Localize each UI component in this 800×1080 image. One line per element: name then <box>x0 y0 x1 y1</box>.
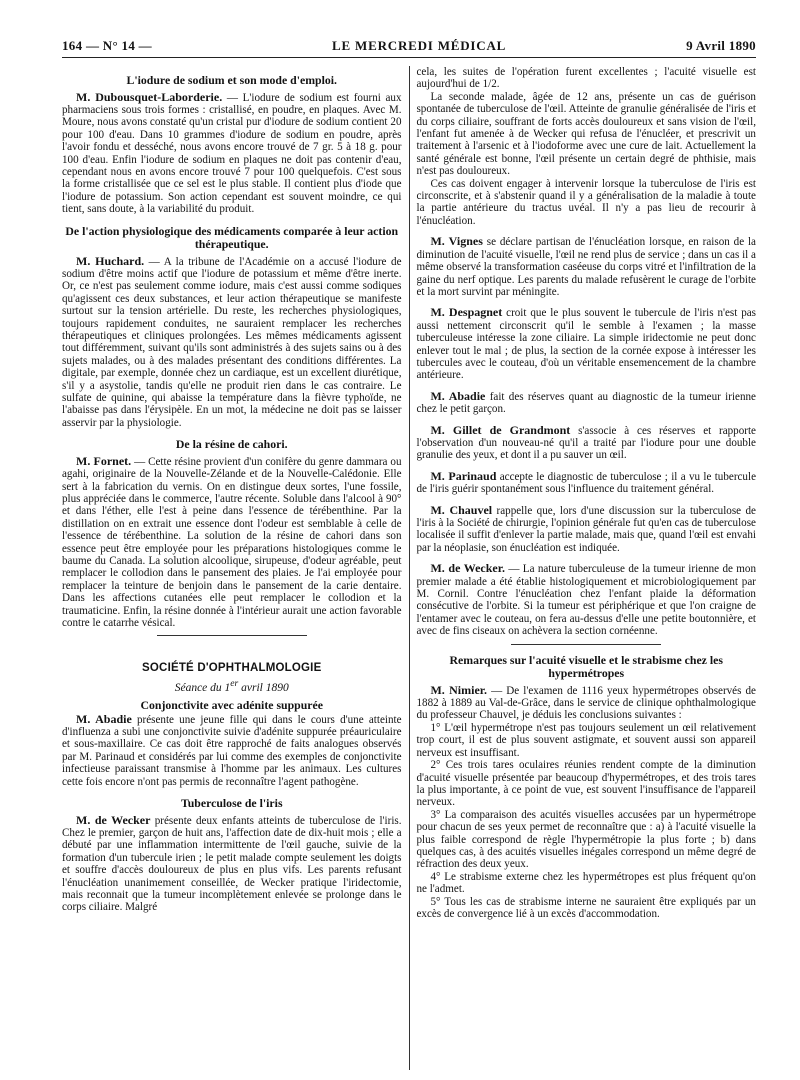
page-header <box>62 38 756 58</box>
speaker-name: M. Nimier. <box>430 682 488 697</box>
speaker-name: M. Despagnet <box>430 305 503 320</box>
paragraph-text: s'associe à ces réserves et rapporte l'observation d'un nouveau-né qu'il a traité par l'iodure pour une double granulie des yeux, et dont il a pu sauver un œil. <box>416 424 756 462</box>
two-column-body <box>62 66 756 1070</box>
section-divider <box>511 644 661 645</box>
paragraph-despagnet <box>416 306 756 381</box>
paragraph-tuberculose <box>62 814 402 914</box>
journal-page <box>62 38 756 1070</box>
journal-title: LE MERCREDI MÉDICAL <box>332 38 507 53</box>
conclusion-4: 4° Le strabisme externe chez les hypermétropes est plus fréquent qu'on ne l'admet. <box>416 870 756 896</box>
paragraph-text: présente une jeune fille qui dans le cours d'une atteinte d'influenza a subi une conjonctivite suivie d'adénite suppurée préauriculaire et sous-maxillaire. Ce cas doit être rapproché de faits analogues observés par M. Parinaud et considérés par lui comme des exemples de conjonctivite infectieuse paraissant transmise à l'homme par les animaux. Les cultures cette fois encore n'ont pas permis de reconnaître l'agent pathogène. <box>62 713 402 788</box>
speaker-name: M. Gillet de Grandmont <box>430 422 571 437</box>
paragraph-text: présente deux enfants atteints de tuberculose de l'iris. Chez le premier, garçon de huit ans, l'affection date de dix-huit mois ; elle a débuté par une inflammation intermittente de l'œil gauche, suivie de la formation d'un tubercule irien ; le petit malade compte seulement les doigts et souffre d'accès douloureux de plus en plus vifs. Les parents refusant l'énucléation unanimement conseillée, de Wecker pratique l'iridectomie, mais reconnait que la tumeur incomplètement enlevée se prolonge dans le corps ciliaire. Malgré <box>62 814 402 914</box>
paragraph-parinaud <box>416 470 756 496</box>
paragraph-chauvel <box>416 504 756 555</box>
issue-date: 9 Avril 1890 <box>686 38 756 53</box>
article-title-conjonctivite: Conjonctivite avec adénite suppurée <box>140 698 323 713</box>
conclusion-1: 1° L'œil hypermétrope n'est pas toujours seulement un œil relativement trop court, il est de plus souvent astigmate, et souvent aussi son appareil nerveux est insuffisant. <box>416 721 756 759</box>
paragraph-text: croit que le plus souvent le tubercule de l'iris n'est pas aussi nettement circonscrit qu'il le semble à l'examen ; la masse tuberculeuse intéresse la zone ciliaire. La simple iridectomie ne peut donc enlever tout le mal ; de plus, la section de la cornée expose à intéresser les tubercules avec le couteau, d'où un véritable ensemencement de la chambre antérieure. <box>416 307 756 382</box>
speaker-name: M. Abadie <box>76 711 132 726</box>
session-date-prefix: Séance du 1 <box>174 681 231 694</box>
right-column <box>412 66 756 1070</box>
paragraph-wecker <box>416 562 756 637</box>
speaker-name: M. Huchard. <box>76 253 145 268</box>
paragraph-conjonctivite <box>62 713 402 788</box>
paragraph-abadie <box>416 390 756 416</box>
society-heading: SOCIÉTÉ D'OPHTHALMOLOGIE <box>142 662 322 675</box>
speaker-name: M. de Wecker <box>76 812 151 827</box>
article-title-cahori: De la résine de cahori. <box>175 437 288 452</box>
paragraph-cahori <box>62 455 402 630</box>
speaker-name: M. de Wecker. <box>430 561 505 576</box>
page-number: 164 — N° 14 — <box>62 38 152 53</box>
column-rule <box>409 66 410 1070</box>
section-divider <box>157 635 307 636</box>
paragraph-text: — La nature tuberculeuse de la tumeur irienne de mon premier malade a été établie histologiquement et microbiologiquement par M. Cornil. Contre l'énucléation chez l'enfant plaide la déformation consécutive de l'orbite. Si la tumeur est périphérique et que l'on craigne de l'entamer avec le couteau, on fera au-dessus d'elle une petite boutonnière, et avec de fins ciseaux on achèvera la section cornéenne. <box>416 563 756 638</box>
session-date-suffix: avril 1890 <box>238 681 289 694</box>
paragraph-text: — L'iodure de sodium est fourni aux pharmaciens sous trois formes : cristallisé, en poudre, en plaques. Avec M. Moure, nous avons constaté qu'un cristal pur d'iodure de sodium contient 20 pour 100 d'eau. Dans 10 grammes d'iodure de sodium en poudre, après l'avoir fondu et desséché, nous avons encore trouvé de 7 gr. 5 à 18 g. pour 100 d'eau. Enfin l'iodure de sodium en plaques ne doit pas contenir d'eau, cependant nous en avons encore trouvé 7 pour 100 quelquefois. C'est sous la forme cristallisée que ce sel est le plus stable. Il contient plus d'iode que l'iodure de potassium. Son action cependant est souvent moindre, ce qui tient, sans doute, à la variabilité du produit. <box>62 91 402 216</box>
paragraph-text: — De l'examen de 1116 yeux hypermétropes observés de 1882 à 1889 au Val-de-Grâce, dans le service de clinique ophthalmologique du professeur Chauvel, je déduis les conclusions suivantes : <box>416 684 756 722</box>
speaker-name: M. Dubousquet-Laborderie. <box>76 89 223 104</box>
article-title-action: De l'action physiologique des médicaments comparée à leur action thérapeutique. <box>65 223 399 252</box>
paragraph-iodure <box>62 91 402 216</box>
speaker-name: M. Parinaud <box>430 468 497 483</box>
paragraph-text: — Cette résine provient d'un conifère du genre dammara ou agahi, originaire de la Nouvelle-Zélande et de la Nouvelle-Calédonie. Elle sert à la fabrication du vernis. On en distingue deux sortes, l'une fossile, plus appréciée dans le commerce, l'autre récente. Soluble dans l'alcool à 90° et dans l'éther, elle l'est à peine dans l'essence de térébenthine. Par la distillation on en extrait une essence dont l'odeur est semblable à celle de l'essence de térébenthine. La solution de la résine de cahori dans son essence peut être employée pour les préparations histologiques comme le baume du Canada. La solution alcoolique, sirupeuse, d'odeur agréable, peut remplacer le collodion dans le pansement des plaies. Je l'ai employée pour remplacer la teinture de benjoin dans le pansement de la carie dentaire. Dans les affections cutanées elle peut remplacer le collodion et la traumaticine. Enfin, la résine donnée à l'intérieur aurait une action favorable contre le catarrhe vésical. <box>62 455 402 630</box>
paragraph-gillet <box>416 424 756 462</box>
session-date <box>62 678 402 694</box>
speaker-name: M. Vignes <box>430 234 483 249</box>
paragraph-second-case: La seconde malade, âgée de 12 ans, présente un cas de guérison spontanée de tuberculose de l'œil. Atteinte de granulie généralisée de l'iris et du corps ciliaire, souffrant de forts accès douloureux et sans vision de l'œil, l'enfant fut amenée à de Wecker qui refusa de l'énucléer, et prescrivit un traitement à l'arsenic et à l'iodoforme avec une cure de lait. Actuellement la santé générale est bonne, l'œil présente un certain degré de phthisie, mais n'est pas douloureux. <box>416 90 756 178</box>
session-date-sup: er <box>230 677 239 689</box>
paragraph-text: se déclare partisan de l'énucléation lorsque, en raison de la diminution de l'acuité visuelle, l'œil ne rend plus de service ; dans un cas il a même observé la transformation caséeuse du corps vitré et l'infiltration de la gaine du nerf optique. Les parents du malade refusèrent le curage de l'orbite et la mort survint par méningite. <box>416 236 756 298</box>
paragraph-nimier <box>416 684 756 722</box>
speaker-name: M. Fornet. <box>76 453 132 468</box>
article-title-tuberculose: Tuberculose de l'iris <box>180 796 283 811</box>
paragraph-continued: cela, les suites de l'opération furent excellentes ; l'acuité visuelle est aujourd'hui de 1/2. <box>416 66 756 91</box>
speaker-name: M. Abadie <box>430 388 486 403</box>
paragraph-conclusion: Ces cas doivent engager à intervenir lorsque la tuberculose de l'iris est circonscrite, et à s'abstenir quand il y a généralisation de la maladie à toute la partie antérieure du tractus uvéal. Il n'y a pas lieu de recourir à l'énucléation. <box>416 177 756 227</box>
paragraph-text: — A la tribune de l'Académie on a accusé l'iodure de sodium d'être moins actif que l'iodure de potassium et même d'être inerte. Or, ce n'est pas seulement comme iodure, mais c'est aussi comme sodiques qu'agissent ces deux substances, et leur action thérapeutique se manifeste surtout sur la tension artérielle. Du reste, les recherches physiologiques, toujours rapidement conduites, ne sauraient remplacer les recherches thérapeutiques et cliniques prolongées. Les mêmes médicaments agissent tout différemment, suivant qu'ils sont administrés à des sujets sains ou à des sujets malades, ou à des malades présentant des conditions différentes. La digitale, par exemple, donnée chez un cardiaque, est un excellent diurétique, s'il y a asystolie, tandis qu'elle ne produit rien dans le cas contraire. Le sulfate de quinine, qui abaisse la température dans la fièvre typhoïde, ne l'abaisse pas dans l'érysipèle. En un mot, la médecine ne doit pas se laisser asservir par la physiologie. <box>62 255 402 429</box>
article-title-iodure: L'iodure de sodium et son mode d'emploi. <box>126 73 337 87</box>
paragraph-text: fait des réserves quant au diagnostic de la tumeur irienne chez le petit garçon. <box>416 390 756 416</box>
left-column <box>62 66 406 1070</box>
article-title-remarques: Remarques sur l'acuité visuelle et le strabisme chez les hypermétropes <box>449 652 723 681</box>
paragraph-text: accepte le diagnostic de tuberculose ; il a vu le tubercule de l'iris guérir spontanément sous l'influence du traitement général. <box>416 470 756 496</box>
speaker-name: M. Chauvel <box>430 502 493 517</box>
paragraph-vignes <box>416 235 756 298</box>
paragraph-action <box>62 255 402 430</box>
conclusion-5: 5° Tous les cas de strabisme interne ne sauraient être expliqués par un excès de convergence lié à un excès d'accommodation. <box>416 895 756 920</box>
conclusion-3: 3° La comparaison des acuités visuelles accusées par un hypermétrope pour chacun de ses yeux permet de reconnaître que : a) à l'acuité visuelle la plus faible correspond de règle l'hypermétropie la plus forte ; b) dans quelques cas, à des acuités visuelles inégales correspond un même degré de réfraction des deux yeux. <box>416 808 756 871</box>
paragraph-text: rappelle que, lors d'une discussion sur la tuberculose de l'iris à la Société de chirurgie, l'opinion générale fut qu'en cas de tuberculose localisée il suffit d'enlever la partie malade, mais que, quand l'œil est envahi par la néoplasie, son énucléation est indiquée. <box>416 504 756 554</box>
conclusion-2: 2° Ces trois tares oculaires réunies rendent compte de la diminution d'acuité visuelle présentée par beaucoup d'hypermétropes, et des trois tares la plus importante, à ce point de vue, est souvent l'insuffisance de l'appareil nerveux. <box>416 759 756 809</box>
